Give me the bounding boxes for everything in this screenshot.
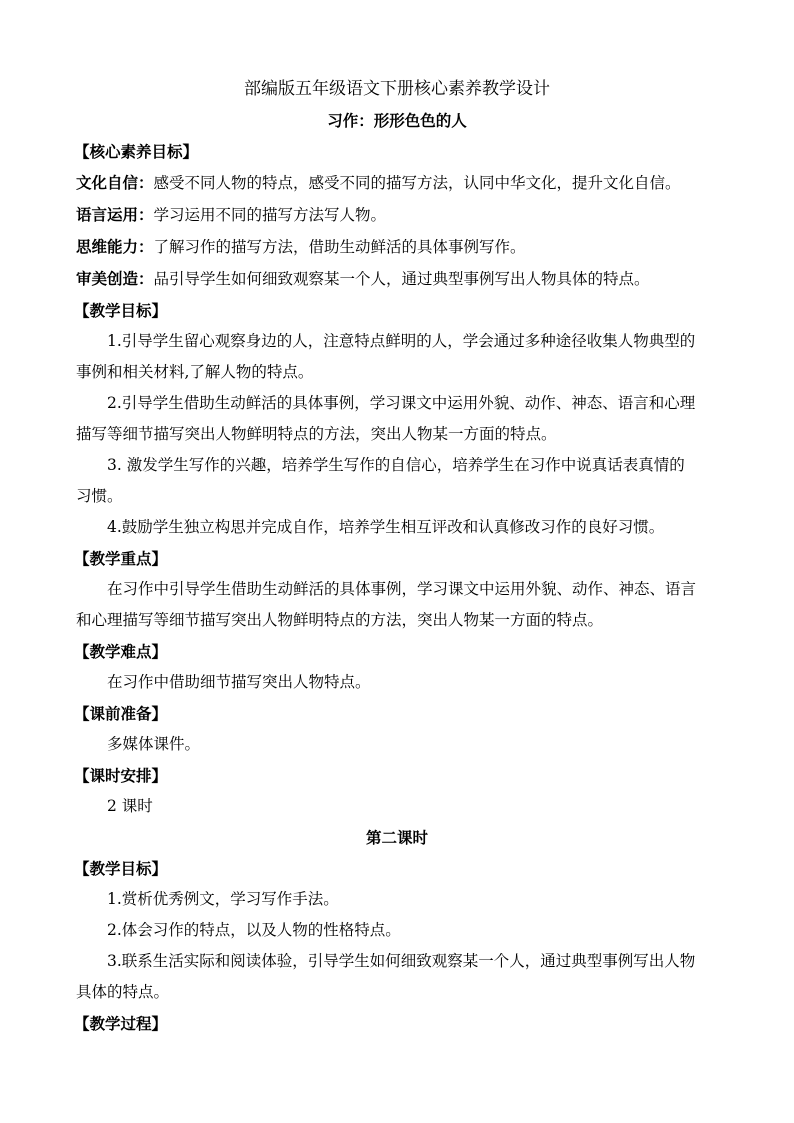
- preparation-text: 多媒体课件。: [107, 735, 201, 753]
- section-heading-process: 【教学过程】: [74, 1014, 168, 1033]
- teaching-goal-2-line1: 2.引导学生借助生动鲜活的具体事例，学习课文中运用外貌、动作、神态、语言和心理: [107, 394, 696, 412]
- core-goal-text: 品引导学生如何细致观察某一个人，通过典型事例写出人物具体的特点。: [153, 270, 650, 288]
- core-goal-thinking: [76, 231, 718, 263]
- core-goal-text: 感受不同人物的特点，感受不同的描写方法，认同中华文化，提升文化自信。: [153, 174, 681, 192]
- core-goal-text: 学习运用不同的描写方法写人物。: [153, 206, 387, 224]
- section-heading-key-points: 【教学重点】: [74, 549, 168, 568]
- section-heading-preparation: 【课前准备】: [74, 704, 168, 723]
- lesson2-goal-3-line1: 3.联系生活实际和阅读体验，引导学生如何细致观察某一个人，通过典型事例写出人物: [107, 952, 696, 970]
- lesson2-goal-3-line2: 具体的特点。: [76, 983, 170, 1001]
- schedule-text: 2 课时: [107, 797, 153, 815]
- teaching-goal-3-line1: 3. 激发学生写作的兴趣，培养学生写作的自信心，培养学生在习作中说真话表真情的: [107, 456, 685, 474]
- core-goal-culture: [76, 167, 718, 199]
- core-goal-language: [76, 199, 718, 231]
- lesson2-goal-2: 2.体会习作的特点，以及人物的性格特点。: [107, 921, 401, 939]
- section-heading-difficulties: 【教学难点】: [74, 642, 168, 661]
- key-points-line2: 和心理描写等细节描写突出人物鲜明特点的方法，突出人物某一方面的特点。: [76, 611, 604, 629]
- document-page: [76, 74, 718, 1039]
- core-goal-label: 审美创造：: [76, 269, 154, 288]
- section-heading-core-goals: 【核心素养目标】: [74, 142, 199, 161]
- teaching-goal-3-line2: 习惯。: [76, 487, 123, 505]
- teaching-goal-1-line2: 事例和相关材料,了解人物的特点。: [76, 363, 314, 381]
- core-goal-label: 语言运用：: [76, 205, 154, 224]
- document-title: 部编版五年级语文下册核心素养教学设计: [244, 79, 550, 99]
- teaching-goal-2-line2: 描写等细节描写突出人物鲜明特点的方法，突出人物某一方面的特点。: [76, 425, 557, 443]
- section-heading-lesson2-goals: 【教学目标】: [74, 859, 168, 878]
- teaching-goal-4-line1: 4.鼓励学生独立构思并完成自作，培养学生相互评改和认真修改习作的良好习惯。: [107, 518, 665, 536]
- section-heading-schedule: 【课时安排】: [74, 766, 168, 785]
- core-goal-label: 思维能力：: [76, 237, 154, 256]
- core-goal-text: 了解习作的描写方法，借助生动鲜活的具体事例写作。: [153, 238, 526, 256]
- section-heading-teaching-goals: 【教学目标】: [74, 301, 168, 320]
- lesson2-goal-1: 1.赏析优秀例文，学习写作手法。: [107, 890, 339, 908]
- core-goal-label: 文化自信：: [76, 173, 154, 192]
- teaching-goal-1-line1: 1.引导学生留心观察身边的人，注意特点鲜明的人，学会通过多种途径收集人物典型的: [107, 332, 696, 350]
- lesson-two-heading: 第二课时: [365, 828, 428, 847]
- difficulties-text: 在习作中借助细节描写突出人物特点。: [107, 673, 371, 691]
- core-goal-aesthetic: [76, 263, 718, 295]
- key-points-line1: 在习作中引导学生借助生动鲜活的具体事例，学习课文中运用外貌、动作、神态、语言: [107, 580, 697, 598]
- document-subtitle: 习作：形形色色的人: [327, 111, 467, 130]
